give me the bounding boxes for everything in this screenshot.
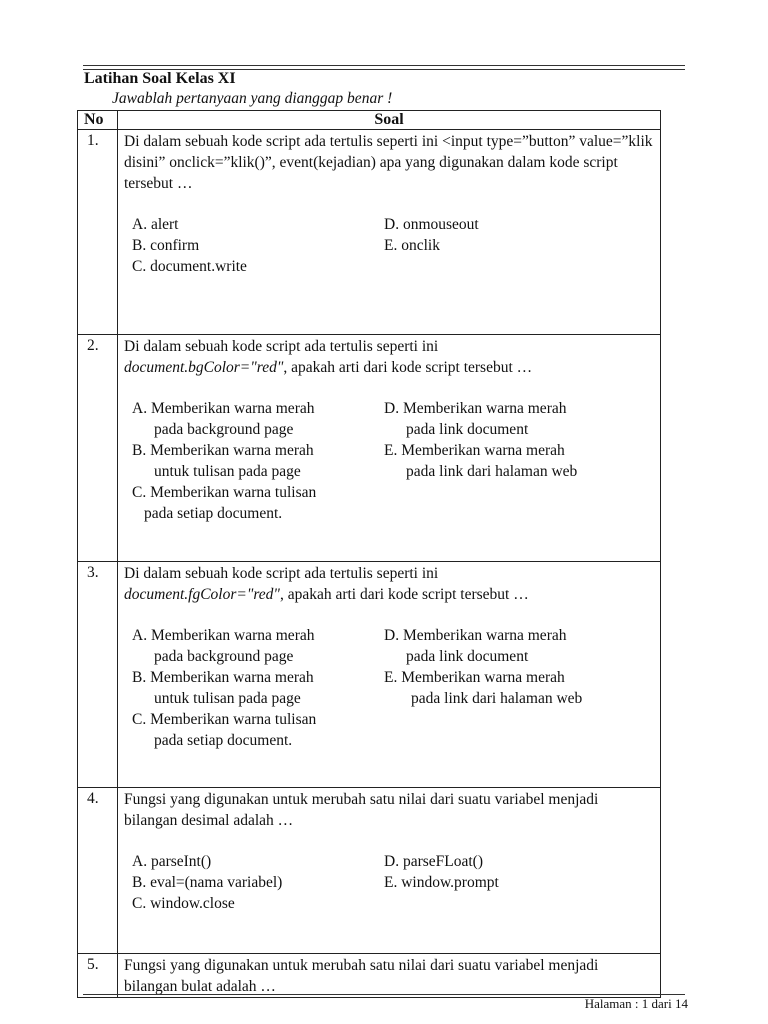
option-a-line2: pada background page — [154, 648, 294, 665]
option-a: A. alert — [132, 216, 179, 233]
options-right — [384, 625, 654, 751]
option-a — [132, 398, 384, 440]
question-text-pre: Di dalam sebuah kode script ada tertulis seperti ini — [124, 565, 439, 582]
question-number: 4. — [78, 788, 118, 954]
option-d — [384, 398, 654, 440]
page-number: Halaman : 1 dari 14 — [584, 996, 688, 1011]
option-a-line2: pada background page — [154, 421, 294, 438]
option-b — [132, 667, 384, 709]
option-e-line2: pada link dari halaman web — [411, 690, 583, 707]
question-row-2 — [78, 335, 661, 562]
option-b-line2: untuk tulisan pada page — [154, 690, 301, 707]
option-d-line1: D. Memberikan warna merah — [384, 400, 567, 417]
options-left — [124, 851, 384, 914]
options-left — [124, 214, 384, 277]
option-a-line1: A. Memberikan warna merah — [132, 627, 315, 644]
options — [124, 214, 654, 277]
question-cell — [118, 130, 661, 335]
question-cell — [118, 954, 661, 998]
footer-rule — [83, 994, 685, 995]
option-b-line1: B. Memberikan warna merah — [132, 442, 314, 459]
question-row-5 — [78, 954, 661, 998]
question-number: 3. — [78, 562, 118, 788]
code-snippet: document.bgColor="red" — [124, 359, 284, 376]
option-e: E. window.prompt — [384, 874, 499, 891]
options-left — [124, 398, 384, 524]
question-number: 2. — [78, 335, 118, 562]
options — [124, 625, 654, 751]
option-c-line2: pada setiap document. — [144, 505, 283, 522]
question-cell — [118, 335, 661, 562]
option-c: C. document.write — [132, 258, 247, 275]
question-text-post: , apakah arti dari kode script tersebut … — [279, 586, 529, 603]
question-table — [77, 110, 661, 998]
option-d-line2: pada link document — [406, 648, 529, 665]
question-text — [124, 336, 654, 378]
column-header-soal: Soal — [118, 111, 661, 130]
option-e — [384, 667, 654, 709]
option-c — [132, 709, 384, 751]
option-e: E. onclik — [384, 237, 440, 254]
option-b-line2: untuk tulisan pada page — [154, 463, 301, 480]
option-c: C. window.close — [132, 895, 235, 912]
options-right — [384, 851, 654, 914]
options-right — [384, 398, 654, 524]
option-e-line1: E. Memberikan warna merah — [384, 669, 565, 686]
option-a: A. parseInt() — [132, 853, 212, 870]
document-title: Latihan Soal Kelas XI — [84, 70, 236, 87]
question-row-4 — [78, 788, 661, 954]
option-d: D. onmouseout — [384, 216, 479, 233]
option-e — [384, 440, 654, 482]
option-c-line1: C. Memberikan warna tulisan — [132, 484, 317, 501]
question-text: Fungsi yang digunakan untuk merubah satu nilai dari suatu variabel menjadi bilangan desimal adalah … — [124, 791, 599, 829]
question-number: 1. — [78, 130, 118, 335]
option-a-line1: A. Memberikan warna merah — [132, 400, 315, 417]
option-c — [132, 482, 384, 524]
option-a — [132, 625, 384, 667]
option-e-line1: E. Memberikan warna merah — [384, 442, 565, 459]
question-text: Fungsi yang digunakan untuk merubah satu nilai dari suatu variabel menjadi bilangan bulat adalah … — [124, 957, 599, 995]
question-text-pre: Di dalam sebuah kode script ada tertulis seperti ini — [124, 338, 439, 355]
option-b-line1: B. Memberikan warna merah — [132, 669, 314, 686]
question-row-3 — [78, 562, 661, 788]
options — [124, 398, 654, 524]
header-rule-top — [83, 65, 685, 66]
option-b — [132, 440, 384, 482]
option-d — [384, 625, 654, 667]
options-right — [384, 214, 654, 277]
question-text — [124, 563, 654, 605]
option-d: D. parseFLoat() — [384, 853, 483, 870]
table-header-row — [78, 111, 661, 130]
question-number: 5. — [78, 954, 118, 998]
column-header-no: No — [78, 111, 118, 130]
options — [124, 851, 654, 914]
question-text-post: , apakah arti dari kode script tersebut … — [283, 359, 533, 376]
option-d-line2: pada link document — [406, 421, 529, 438]
option-c-line2: pada setiap document. — [154, 732, 293, 749]
option-c-line1: C. Memberikan warna tulisan — [132, 711, 317, 728]
instruction-text: Jawablah pertanyaan yang dianggap benar ! — [112, 90, 393, 107]
question-cell — [118, 788, 661, 954]
question-row-1 — [78, 130, 661, 335]
question-cell — [118, 562, 661, 788]
code-snippet: document.fgColor="red" — [124, 586, 280, 603]
option-d-line1: D. Memberikan warna merah — [384, 627, 567, 644]
option-b: B. confirm — [132, 237, 200, 254]
option-e-line2: pada link dari halaman web — [406, 463, 578, 480]
options-left — [124, 625, 384, 751]
question-text: Di dalam sebuah kode script ada tertulis seperti ini <input type=”button” value=”klik disini” onclick=”klik()”, event(kejadian) apa yang digunakan dalam kode script tersebut … — [124, 133, 653, 192]
option-b: B. eval=(nama variabel) — [132, 874, 283, 891]
